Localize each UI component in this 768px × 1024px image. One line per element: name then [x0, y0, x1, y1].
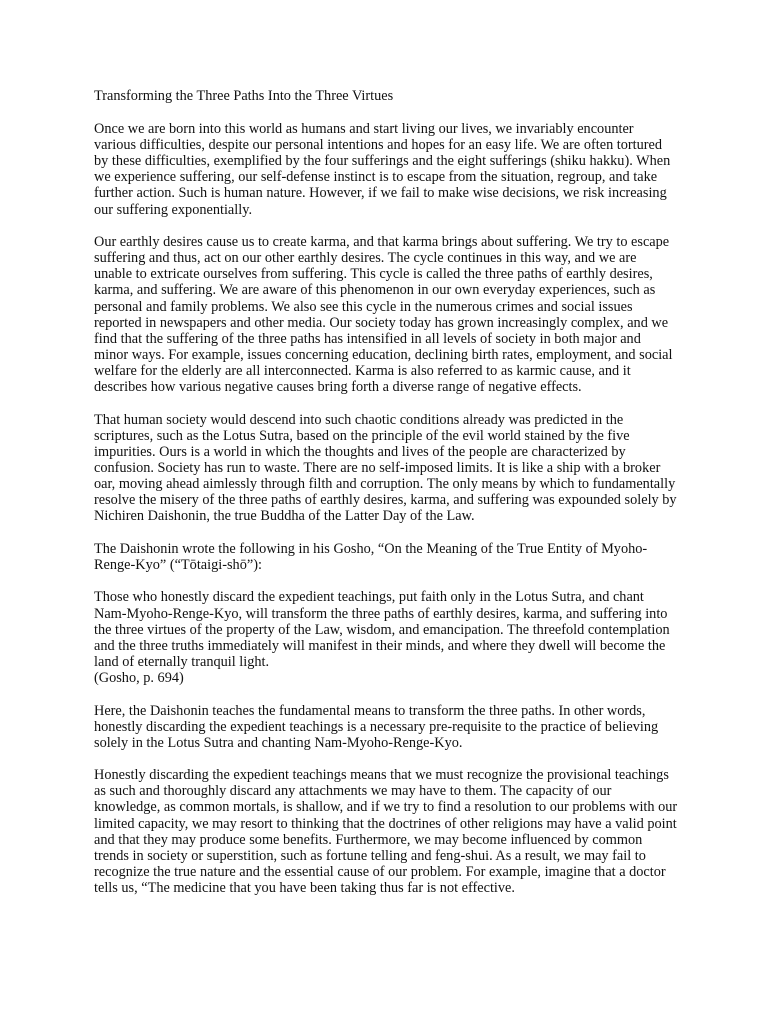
paragraph-4: The Daishonin wrote the following in his Gosho, “On the Meaning of the True Entity of Myoho-Renge-Kyo” (“Tōtaigi-shō”): — [94, 540, 648, 573]
document-title: Transforming the Three Paths Into the Three Virtues — [94, 88, 394, 104]
gosho-quote: Those who honestly discard the expedient teachings, put faith only in the Lotus Sutra, and chant Nam-Myoho-Renge-Kyo, will transform the three paths of earthly desires, karma, and suffering into the three virtues of the property of the Law, wisdom, and emancipation. The threefold contemplation and the three truths immediately will manifest in their minds, and where they dwell will become the land of eternally tranquil light. — [94, 589, 670, 670]
paragraph-2: Our earthly desires cause us to create karma, and that karma brings about suffering. We try to escape suffering and thus, act on our other earthly desires. The cycle continues in this way, and we are unable to extricate ourselves from suffering. This cycle is called the three paths of earthly desires, karma, and suffering. We are aware of this phenomenon in our own everyday experiences, such as personal and family problems. We also see this cycle in the numerous crimes and social issues reported in newspapers and other media. Our society today has grown increasingly complex, and we find that the suffering of the three paths has intensified in all levels of society in both major and minor ways. For example, issues concerning education, declining birth rates, employment, and social welfare for the elderly are all interconnected. Karma is also referred to as karmic cause, and it describes how various negative causes bring forth a diverse range of negative effects. — [94, 234, 673, 395]
paragraph-1: Once we are born into this world as humans and start living our lives, we invariably encounter various difficulties, despite our personal intentions and hopes for an easy life. We are often tortured by these difficulties, exemplified by the four sufferings and the eight sufferings (shiku hakku). When we experience suffering, our self-defense instinct is to escape from the situation, regroup, and take further action. Such is human nature. However, if we fail to make wise decisions, we risk increasing our suffering exponentially. — [94, 121, 671, 218]
paragraph-5: Here, the Daishonin teaches the fundamental means to transform the three paths. In other words, honestly discarding the expedient teachings is a necessary pre-requisite to the practice of believing solely in the Lotus Sutra and chanting Nam-Myoho-Renge-Kyo. — [94, 702, 659, 751]
document-page — [94, 88, 678, 913]
paragraph-3: That human society would descend into such chaotic conditions already was predicted in the scriptures, such as the Lotus Sutra, based on the principle of the evil world stained by the five impurities. Ours is a world in which the thoughts and lives of the people are characterized by confusion. Society has run to waste. There are no self-imposed limits. It is like a ship with a broker oar, moving ahead aimlessly through filth and corruption. The only means by which to fundamentally resolve the misery of the three paths of earthly desires, karma, and suffering was expounded solely by Nichiren Daishonin, the true Buddha of the Latter Day of the Law. — [94, 411, 677, 525]
gosho-citation: (Gosho, p. 694) — [94, 669, 184, 686]
paragraph-6: Honestly discarding the expedient teachings means that we must recognize the provisional teachings as such and thoroughly discard any attachments we may have to them. The capacity of our knowledge, as common mortals, is shallow, and if we try to find a resolution to our problems with our limited capacity, we may resort to thinking that the doctrines of other religions may have a valid point and that they may produce some benefits. Furthermore, we may become influenced by common trends in society or superstition, such as fortune telling and feng-shui. As a result, we may fail to recognize the true nature and the essential cause of our problem. For example, imagine that a doctor tells us, “The medicine that you have been taking thus far is not effective. — [94, 767, 678, 896]
